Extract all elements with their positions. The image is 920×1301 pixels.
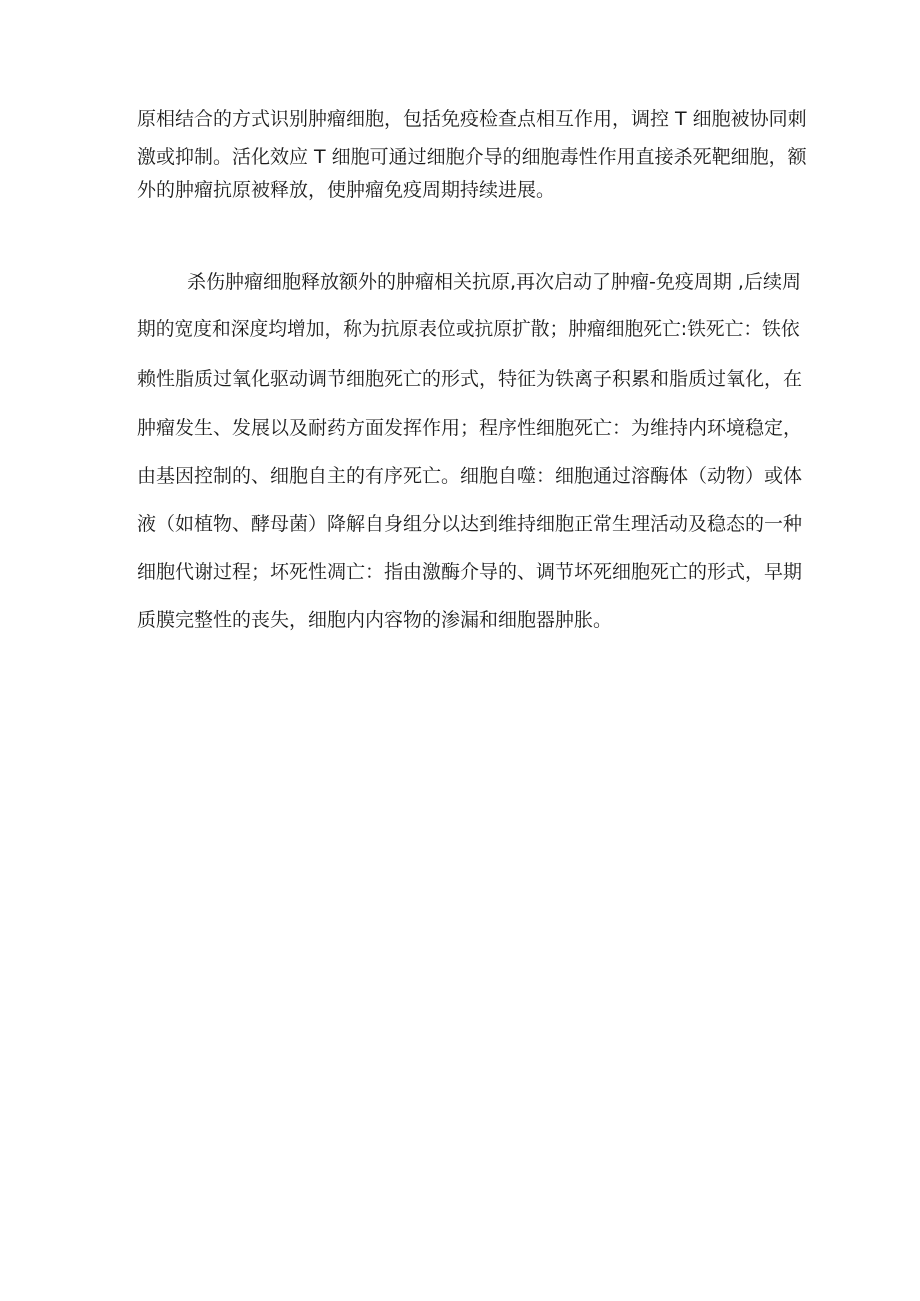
paragraph-line: 液（如植物、酵母菌）降解自身组分以达到维持细胞正常生理活动及稳态的一种 bbox=[137, 513, 803, 535]
paragraph-line: 期的宽度和深度均增加，称为抗原表位或抗原扩散；肿瘤细胞死亡:铁死亡：铁依 bbox=[137, 319, 800, 340]
paragraph-line: 原相结合的方式识别肿瘤细胞，包括免疫检查点相互作用，调控 T 细胞被协同刺 bbox=[137, 108, 807, 130]
paragraph-line: 质膜完整性的丧失，细胞内内容物的渗漏和细胞器肿胀。 bbox=[137, 609, 613, 631]
paragraph-line: 由基因控制的、细胞自主的有序死亡。细胞自噬：细胞通过溶酶体（动物）或体 bbox=[137, 465, 803, 487]
paragraph-line: 杀伤肿瘤细胞释放额外的肿瘤相关抗原,再次启动了肿瘤-免疫周期 ,后续周 bbox=[187, 271, 801, 293]
paragraph-line: 激或抑制。活化效应 T 细胞可通过细胞介导的细胞毒性作用直接杀死靶细胞，额 bbox=[137, 146, 807, 168]
paragraph-line: 肿瘤发生、发展以及耐药方面发挥作用；程序性细胞死亡：为维持内环境稳定， bbox=[137, 417, 803, 439]
paragraph-line: 细胞代谢过程；坏死性凋亡：指由激酶介导的、调节坏死细胞死亡的形式，早期 bbox=[137, 561, 803, 583]
paragraph-line: 赖性脂质过氧化驱动调节细胞死亡的形式，特征为铁离子积累和脂质过氧化，在 bbox=[137, 368, 803, 390]
paragraph-line: 外的肿瘤抗原被释放，使肿瘤免疫周期持续进展。 bbox=[137, 179, 556, 201]
